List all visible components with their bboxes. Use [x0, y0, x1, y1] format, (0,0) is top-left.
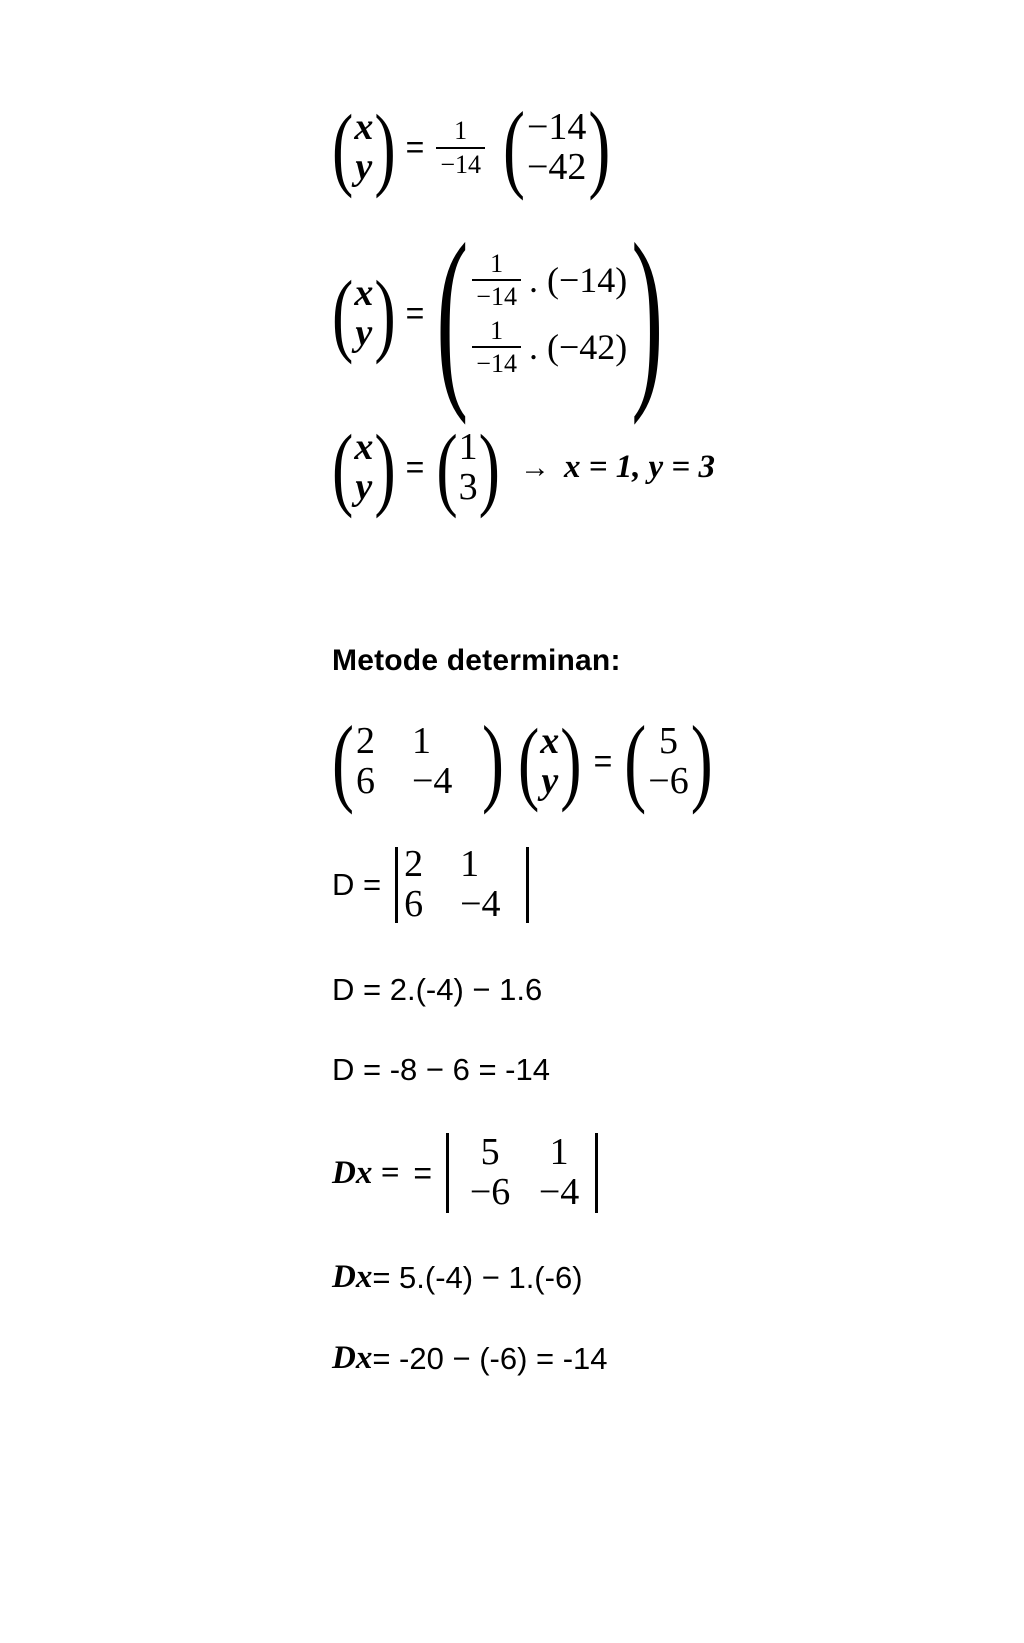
- matrix-a21: 6: [355, 759, 375, 802]
- equation-line-3: [332, 415, 715, 519]
- equation-line-6: [332, 972, 542, 1008]
- determinant-a22: −4: [538, 1171, 580, 1213]
- determinant-matrix: [395, 845, 529, 924]
- matrix-a12: 1: [411, 720, 431, 762]
- vector-rhs: [502, 92, 611, 202]
- matrix-row: [355, 759, 482, 802]
- matrix-a22: −4: [411, 759, 453, 802]
- rhs-bottom-expression: [472, 317, 627, 378]
- determinant-x-result-text: = -20 − (-6) = -14: [372, 1340, 608, 1376]
- determinant-a21: 6: [404, 882, 424, 925]
- equation-line-9: [332, 1259, 583, 1296]
- factor-top: . (−14): [528, 260, 628, 301]
- left-paren-icon: (: [332, 706, 354, 816]
- section-heading-text: Metode determinan:: [332, 644, 621, 677]
- equals-sign: =: [405, 129, 425, 166]
- right-paren-icon: ): [374, 415, 396, 519]
- coefficient-matrix: [332, 706, 504, 816]
- rhs-bottom-value: −42: [526, 145, 587, 188]
- right-paren-icon: ): [631, 201, 664, 426]
- vector-y: y: [355, 311, 373, 354]
- determinant-a21: −6: [469, 1171, 511, 1213]
- vector-y: y: [355, 145, 373, 188]
- vector-x: x: [540, 720, 560, 762]
- determinant-bar-left: [446, 1133, 449, 1213]
- rhs-top-value: −14: [526, 106, 587, 148]
- right-paren-icon: ): [374, 261, 396, 365]
- determinant-a12: 1: [460, 843, 480, 885]
- vector-xy: [332, 95, 396, 199]
- equation-line-5: [332, 845, 529, 924]
- determinant-a11: 2: [404, 843, 424, 885]
- rhs-top-expression: [472, 250, 627, 311]
- equals-sign: =: [593, 743, 613, 780]
- determinant-x-expansion-text: = 5.(-4) − 1.(-6): [372, 1259, 583, 1295]
- left-paren-icon: (: [517, 709, 540, 813]
- vector-xy: [332, 415, 396, 519]
- right-paren-icon: ): [478, 415, 500, 519]
- fraction-numerator: 1: [454, 116, 468, 146]
- solution-bottom-value: 3: [458, 465, 478, 508]
- determinant-result-text: D = -8 − 6 = -14: [332, 1052, 550, 1087]
- vector-rhs-fractions: [436, 201, 664, 426]
- arrow-icon: →: [519, 450, 550, 484]
- right-paren-icon: ): [690, 706, 713, 816]
- left-paren-icon: (: [436, 415, 458, 519]
- fraction-bar: [472, 346, 521, 348]
- vector-x: x: [354, 272, 374, 315]
- fraction-bar: [436, 147, 485, 149]
- left-paren-icon: (: [624, 706, 647, 816]
- left-paren-icon: (: [332, 95, 354, 199]
- right-paren-icon: ): [560, 709, 582, 813]
- solution-y: y = 3: [648, 449, 715, 486]
- determinant-x-label: Dx: [332, 1259, 373, 1295]
- fraction-denominator: −14: [476, 348, 517, 378]
- determinant-row: [404, 882, 526, 925]
- constant-bottom-value: −6: [648, 759, 689, 802]
- equals-sign: =: [413, 1154, 433, 1191]
- determinant-x-label: Dx =: [332, 1154, 400, 1191]
- vector-xy: [517, 709, 582, 813]
- vector-solution: [436, 415, 500, 519]
- solution-x: x = 1,: [563, 449, 641, 486]
- vector-x: x: [354, 426, 374, 468]
- equation-line-2: [332, 201, 664, 426]
- determinant-a11: 5: [480, 1131, 500, 1174]
- fraction-bar: [472, 279, 521, 281]
- constant-top-value: 5: [658, 720, 678, 762]
- determinant-x-matrix: [446, 1133, 598, 1213]
- fraction-numerator: 1: [490, 249, 504, 278]
- equation-line-4: [332, 706, 713, 816]
- determinant-bar-right: [595, 1133, 598, 1213]
- equation-line-7: [332, 1052, 550, 1088]
- vector-constants: [624, 706, 713, 816]
- right-paren-icon: ): [481, 706, 504, 816]
- matrix-a11: 2: [355, 720, 375, 762]
- fraction-bottom: [472, 317, 521, 378]
- factor-bottom: . (−42): [528, 326, 628, 367]
- vector-xy: [332, 261, 396, 365]
- solution-top-value: 1: [458, 426, 478, 468]
- determinant-a12: 1: [549, 1131, 569, 1174]
- determinant-expansion-text: D = 2.(-4) − 1.6: [332, 972, 543, 1007]
- equation-line-8: [332, 1133, 598, 1213]
- determinant-bar-right: [526, 847, 529, 923]
- fraction-denominator: −14: [440, 149, 481, 179]
- equation-line-1: [332, 92, 611, 202]
- determinant-label: D =: [332, 866, 382, 902]
- fraction-denominator: −14: [476, 282, 517, 312]
- determinant-row: [457, 1173, 595, 1213]
- section-heading: [332, 644, 621, 678]
- determinant-x-label: Dx: [332, 1340, 373, 1376]
- scalar-fraction: [436, 117, 485, 178]
- vector-x: x: [354, 106, 374, 148]
- left-paren-icon: (: [332, 261, 354, 365]
- vector-y: y: [355, 465, 373, 508]
- fraction-numerator: 1: [490, 315, 504, 345]
- determinant-bar-left: [395, 847, 398, 923]
- vector-y: y: [541, 759, 559, 802]
- matrix-row: [356, 722, 482, 762]
- equals-sign: =: [405, 295, 425, 332]
- right-paren-icon: ): [588, 92, 611, 202]
- left-paren-icon: (: [502, 92, 525, 202]
- determinant-row: [457, 1133, 595, 1173]
- determinant-a22: −4: [460, 882, 501, 925]
- left-paren-icon: (: [332, 415, 354, 519]
- right-paren-icon: ): [374, 95, 396, 199]
- equals-sign: =: [405, 449, 425, 486]
- left-paren-icon: (: [436, 201, 469, 426]
- fraction-top: [472, 250, 521, 311]
- determinant-row: [404, 845, 526, 885]
- equation-line-10: [332, 1340, 608, 1377]
